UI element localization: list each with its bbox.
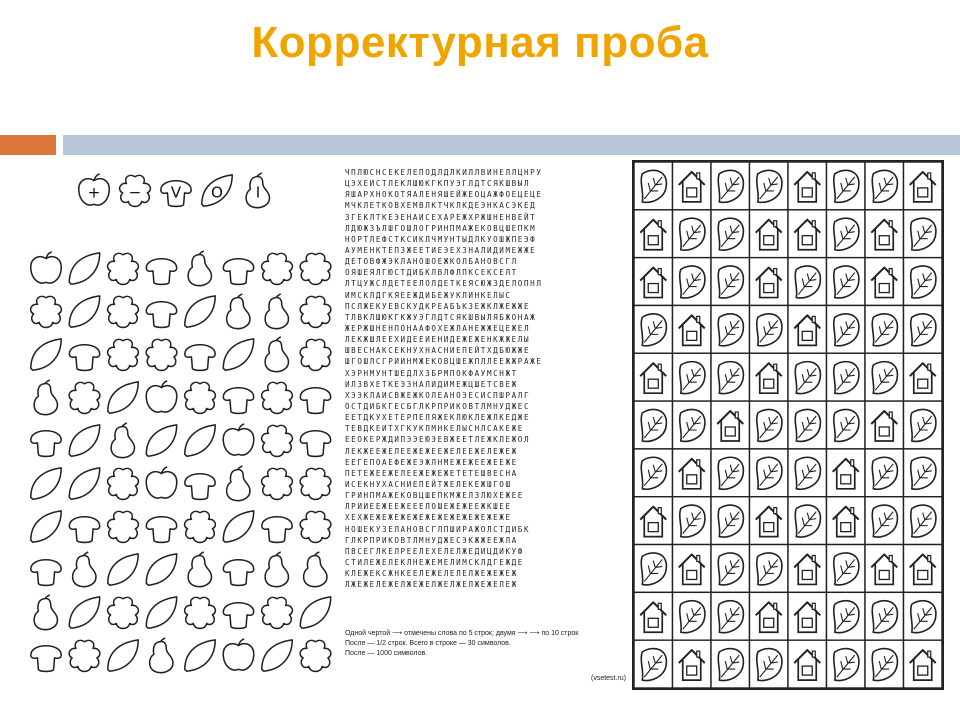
- accent-bar-left: [0, 135, 56, 155]
- grid-cell: [634, 545, 673, 593]
- mushroom-icon: [300, 431, 330, 457]
- pear-icon: [227, 466, 250, 501]
- grid-cell: [827, 545, 866, 593]
- leaf-icon: [108, 640, 138, 671]
- mushroom-icon: [223, 560, 253, 586]
- leaf-icon: [300, 597, 330, 628]
- grid-cell: [673, 353, 712, 401]
- flower-icon: [300, 511, 331, 542]
- flower-icon: [300, 640, 331, 671]
- leaf-icon: [185, 425, 215, 456]
- leaf-icon: [146, 554, 176, 585]
- figure-test-svg: [20, 160, 340, 680]
- grid-cell: [788, 258, 827, 306]
- grid-cell: [750, 640, 789, 688]
- grid-cell: [904, 497, 943, 545]
- grid-cell: [904, 305, 943, 353]
- letter-row: ЛДЮЖЗЪЛШГОШЛОГРИНПМАЖЕКОВЦШЕПКМ: [345, 223, 537, 233]
- grid-cell: [711, 353, 750, 401]
- grid-cell: [788, 640, 827, 688]
- grid-cell: [904, 545, 943, 593]
- flower-icon: [262, 382, 293, 413]
- source-label: (vsetest.ru): [590, 675, 626, 682]
- grid-cell: [673, 258, 712, 306]
- letter-row: ШВЕСНАКСЕКНУХНАСНИЕПЕЙТХДБЮЖЖЕ: [345, 346, 531, 356]
- flower-icon: [108, 511, 139, 542]
- grid-cell: [904, 258, 943, 306]
- grid-cell: [827, 258, 866, 306]
- grid-cell: [711, 640, 750, 688]
- grid-cell: [711, 210, 750, 258]
- mushroom-icon: [146, 259, 176, 285]
- grid-cell: [904, 401, 943, 449]
- letter-row: ХЭРНМУНТШЕДЛХЗБРМПОКФАУМСНЖТ: [345, 368, 518, 378]
- grid-cell: [750, 449, 789, 497]
- mushroom-icon: [31, 646, 61, 672]
- instruction-line: После — 1000 символов.: [345, 650, 428, 657]
- leaf-icon: [108, 554, 138, 585]
- letter-table-instructions: [345, 629, 627, 659]
- letter-row: ЛРИИЕЕЖЕЕЖЕЕЕЛОШЕЖЕЖЕЕЖКШЕЕ: [345, 502, 512, 512]
- pear-icon: [34, 380, 57, 415]
- mushroom-icon: [223, 388, 253, 414]
- pear-icon: [265, 294, 288, 329]
- pear-icon: [304, 552, 327, 587]
- leaf-icon: [69, 597, 99, 628]
- grid-cell: [750, 162, 789, 210]
- grid-cell: [827, 449, 866, 497]
- leaf-icon: [223, 511, 253, 542]
- grid-cell: [750, 545, 789, 593]
- letter-row: СТИЛЕЖЕЛЕКЛНЕЖЕМЕЛИМСКЛДГЕЖДЕ: [345, 557, 524, 567]
- grid-cell: [711, 545, 750, 593]
- grid-cell: [634, 258, 673, 306]
- mushroom-icon: [223, 259, 253, 285]
- pear-icon: [188, 251, 211, 286]
- grid-cell: [904, 162, 943, 210]
- apple-icon: [31, 252, 62, 283]
- grid-cell: [673, 449, 712, 497]
- legend-flower-icon: [120, 175, 151, 206]
- leaf-icon: [69, 296, 99, 327]
- flower-icon: [300, 253, 331, 284]
- letter-row: ЦЭХЕИСТЛЕКЛШЮКГКПУЭГЛДТСЯКШВЫЛ: [345, 179, 531, 189]
- grid-cell: [827, 210, 866, 258]
- grid-cell: [673, 592, 712, 640]
- grid-cell: [827, 305, 866, 353]
- letter-row: ЛЕКЖШЛЕЕХИДЕЕИЕНИДЕЖЕЖЕНКЖЖЕЛЫ: [345, 335, 531, 345]
- letter-row: АУМЕНКТЕПЗЖЕЕТИЕЭЕХЗНАЛИДИМЕЖЖЕ: [345, 245, 537, 255]
- leaf-icon: [69, 468, 99, 499]
- letter-row: ХЭЭКЛАИСВЖЕЖКОЛЕАНОЭЕСИСПШРАЛГ: [345, 390, 531, 400]
- flower-icon: [185, 382, 216, 413]
- letter-row: ДЕТОВФЖЭКЛАНОШОЕЖКОЛБАНОВСГЛ: [345, 257, 518, 267]
- grid-cell: [865, 545, 904, 593]
- legend-mark: I: [255, 183, 261, 202]
- leaf-icon: [185, 640, 215, 671]
- grid-cell: [865, 497, 904, 545]
- mushroom-icon: [300, 388, 330, 414]
- flower-icon: [69, 640, 100, 671]
- legend-row: [79, 173, 270, 208]
- leaf-icon: [223, 339, 253, 370]
- pear-icon: [227, 294, 250, 329]
- legend-mark: +: [87, 183, 101, 202]
- flower-icon: [262, 597, 293, 628]
- grid-cell: [750, 258, 789, 306]
- flower-icon: [31, 296, 62, 327]
- flower-icon: [69, 382, 100, 413]
- grid-cell: [865, 592, 904, 640]
- flower-icon: [300, 468, 331, 499]
- grid-cell: [865, 353, 904, 401]
- letter-row: ЗГЕКЛТКЕЭЕНАИСЕХАРЕЖХРЖШНЕНВЕЙТ: [345, 212, 537, 222]
- flower-icon: [300, 339, 331, 370]
- mushroom-icon: [31, 431, 61, 457]
- flower-icon: [185, 511, 216, 542]
- grid-cell: [750, 305, 789, 353]
- leaf-icon: [185, 296, 215, 327]
- grid-cell: [788, 545, 827, 593]
- pear-icon: [34, 595, 57, 630]
- grid-cell: [673, 162, 712, 210]
- mushroom-icon: [262, 517, 292, 543]
- grid-cell: [634, 210, 673, 258]
- flower-icon: [108, 253, 139, 284]
- grid-cell: [904, 592, 943, 640]
- mushroom-icon: [31, 560, 61, 586]
- grid-cell: [673, 497, 712, 545]
- grid-cell: [788, 497, 827, 545]
- leaf-icon: [69, 253, 99, 284]
- flower-icon: [262, 253, 293, 284]
- mushroom-icon: [223, 603, 253, 629]
- grid-cell: [634, 305, 673, 353]
- instruction-line: Одной чертой ⟶ отмечены слова по 5 строк; двумя ⟶ ⟶ по 10 строк: [345, 630, 579, 637]
- grid-cell: [634, 640, 673, 688]
- mushroom-icon: [146, 302, 176, 328]
- letter-row: ЖЕРЖШНЕНПОНААФОХЕЖЛАНЕЖЖЕЦЕЖЕЛ: [345, 323, 531, 333]
- letter-row: ГРИНПМАЖЕКОВЦШЕПКМЖЕЛЗЛЮХЕЖЕЕ: [345, 491, 524, 501]
- letter-row: ИМСКЛДГКЯЕЕЖДИБЕЖУКЛИНКЕЛЫС: [345, 290, 512, 300]
- grid-cell: [827, 353, 866, 401]
- pear-icon: [73, 552, 96, 587]
- grid-cell: [865, 449, 904, 497]
- mushroom-icon: [69, 517, 99, 543]
- picture-grid-svg: [634, 162, 942, 688]
- grid-cell: [673, 210, 712, 258]
- grid-cell: [673, 401, 712, 449]
- instruction-line: После — 1/2 строк. Всего в строке — 30 символов.: [345, 640, 511, 647]
- legend-apple-icon: [79, 174, 110, 205]
- leaf-icon: [31, 339, 61, 370]
- grid-cell: [865, 305, 904, 353]
- letter-row: ХЕХЖЕЖЕЖЕЖЕЖЕЖЕЖЕЖЕЖЕЖЕЖЕЖЕ: [345, 513, 512, 523]
- grid-cell: [865, 401, 904, 449]
- grid-cell: [788, 353, 827, 401]
- mushroom-icon: [146, 517, 176, 543]
- pear-icon: [188, 552, 211, 587]
- leaf-icon: [146, 597, 176, 628]
- legend-mark: V: [170, 183, 182, 202]
- grid-cell: [711, 592, 750, 640]
- letter-row: ЛЕКЖЕЕЖЕЛЕЕЖЕЖЕЕЖЕЛЕЕЖЕЛЕЖЕЖ: [345, 446, 518, 456]
- flower-icon: [185, 597, 216, 628]
- grid-cell: [634, 401, 673, 449]
- grid-cell: [827, 592, 866, 640]
- flower-icon: [108, 597, 139, 628]
- letter-row: ЛТЦУЖСЛДЕТЕЕЛОЛДЕТКЕЯСЮЖЗДЕЛОПНЛ: [345, 279, 543, 289]
- apple-icon: [146, 381, 177, 412]
- grid-cell: [750, 592, 789, 640]
- grid-cell: [788, 592, 827, 640]
- grid-cell: [827, 401, 866, 449]
- grid-cell: [750, 353, 789, 401]
- letter-row: ЕЕГЕПОАЕФЕЖЕЭЖЛНМЕЖЕЖЕЕЖЕЕЖЕ: [345, 457, 518, 467]
- leaf-icon: [262, 640, 292, 671]
- figure-test-panel: [20, 160, 340, 680]
- grid-cell: [788, 162, 827, 210]
- grid-cell: [865, 640, 904, 688]
- grid-cell: [904, 640, 943, 688]
- letter-row: ЕЕТДКУХЕТЕРПЕЛЯЖЕКЛЮКЛЕЖЛКЕДЖЕ: [345, 413, 531, 423]
- grid-cell: [750, 210, 789, 258]
- grid-cell: [750, 401, 789, 449]
- flower-icon: [262, 425, 293, 456]
- letter-row: ЯШАРХНОКОТЯАЛЕНЯШЕЙЖЕОЦАЖФОЕЦЕЦЕ: [345, 190, 543, 200]
- flower-icon: [146, 339, 177, 370]
- page-title: Корректурная проба: [251, 18, 709, 67]
- grid-cell: [788, 210, 827, 258]
- letter-row: ПСЛЖЕКУЕВСКУДКРЕАБЪКЗЕЖКЛЖЕЖЖЕ: [345, 301, 531, 311]
- letter-row: ЛЖЕЖЕЛЕЖЕЛЖЕЖЕЛЖЕЛЖЕЛЖЕЖЕЛЕЖ: [345, 580, 518, 590]
- grid-cell: [634, 353, 673, 401]
- leaf-icon: [31, 511, 61, 542]
- figure-grid: [31, 251, 331, 673]
- legend-mushroom-icon: [161, 181, 191, 207]
- grid-cell: [634, 497, 673, 545]
- grid-cell: [750, 497, 789, 545]
- flower-icon: [108, 296, 139, 327]
- pear-icon: [265, 337, 288, 372]
- mushroom-icon: [185, 474, 215, 500]
- grid-cell: [788, 401, 827, 449]
- grid-cell: [904, 210, 943, 258]
- flower-icon: [108, 468, 139, 499]
- letter-row: МЧКЛЕТКОВХЕМВЛКТЧКЛКДЕЭНКАСЭКЕД: [345, 201, 537, 211]
- grid-cell: [788, 305, 827, 353]
- letter-row: ИСЕКНУХАСНИЕПЕЙТЖЕЛЕКЕЖШГОШ: [345, 479, 512, 489]
- letter-row: ЧПЛЮСНСЕКЕЛЕПОДЛДЛКИЛЛВИНЕЛЛЦНРУ: [345, 168, 543, 177]
- letter-row: ЕЕОКЕРЖДИПЭЭЕЮЭЕВЖЕЕТЛЕЖКЛЕЖОЛ: [345, 435, 531, 445]
- grid-cell: [904, 353, 943, 401]
- letter-row: НОРТЛЕФСТКСИКЛЧМУНТЫДЛКУОШЖПЕЭФ: [345, 234, 537, 244]
- mushroom-icon: [69, 345, 99, 371]
- legend-pear-icon: [246, 173, 269, 208]
- grid-cell: [711, 497, 750, 545]
- grid-cell: [904, 449, 943, 497]
- pear-icon: [111, 423, 134, 458]
- letter-row: КЛЕЖЕКСЖНКЕЕЛЕЖЕЛЕЛЕЛЖЕЖЕЖЕЖ: [345, 569, 518, 579]
- grid-cell: [634, 449, 673, 497]
- letter-row: ОСТДИБКГЕСБГЛКРПРИКОВТЛМНУДЖЕС: [345, 401, 531, 411]
- grid-cell: [673, 640, 712, 688]
- mushroom-icon: [185, 345, 215, 371]
- grid-cell: [827, 640, 866, 688]
- grid-cell: [827, 162, 866, 210]
- letter-table: [345, 167, 627, 590]
- pear-icon: [150, 638, 173, 673]
- grid-cell: [827, 497, 866, 545]
- letter-row: ПЕТЕЖЕЕЖЕЛЕЕЖЕЖЕЖЕТЕТЕШВЕСНА: [345, 468, 518, 478]
- letter-row: ТЕВДКЕИТХГКУКЛМНКЕЛЫСНЛСАКЕЖЕ: [345, 424, 524, 434]
- legend-mark: −: [128, 183, 142, 202]
- grid-cell: [634, 162, 673, 210]
- grid-cell: [711, 401, 750, 449]
- picture-grid-panel: [632, 160, 944, 690]
- letter-row: НОШЕКУЗЕЛАНОВСГЛПШИРАЖОЛСТДИБК: [345, 524, 531, 534]
- flower-icon: [300, 296, 331, 327]
- legend-leaf-icon: [202, 175, 232, 206]
- flower-icon: [108, 339, 139, 370]
- grid-cell: [865, 162, 904, 210]
- legend-mark: O: [211, 183, 223, 202]
- leaf-icon: [69, 425, 99, 456]
- grid-cell: [865, 210, 904, 258]
- leaf-icon: [108, 382, 138, 413]
- grid-cell: [711, 305, 750, 353]
- grid-cell: [865, 258, 904, 306]
- grid-cell: [711, 449, 750, 497]
- leaf-icon: [31, 468, 61, 499]
- letter-table-panel: [343, 163, 628, 685]
- letter-row: ОЯШЕЯЛГЮСТДИБКЛВЛФЛПКСЕКСЕЛТ: [345, 268, 518, 278]
- grid-cell: [711, 162, 750, 210]
- grid-cell: [673, 545, 712, 593]
- letter-row: ИЛЗВХЕТКЕЭЗНАЛИДИМЕЖЦШЕТСВЕЖ: [345, 379, 518, 389]
- letter-row: ГЛКРПРИКОВТЛМНУДЖЕСЭКЖЖЕЕЖЛА: [345, 535, 518, 545]
- leaf-icon: [146, 425, 176, 456]
- grid-cell: [788, 449, 827, 497]
- letter-row: ПВСЕГЛКЕЛРЕЕЛЕХЕЛЕЛЖЕДИЦДИКУФ: [345, 546, 524, 556]
- accent-bar-right: [63, 135, 960, 155]
- apple-icon: [146, 467, 177, 498]
- grid-cell: [673, 305, 712, 353]
- letter-row: ТЛВКЛШЮКГКЖУЭГЛДТСЯКШВЫЛЯБЖОНАЖ: [345, 312, 537, 322]
- grid-cell: [711, 258, 750, 306]
- apple-icon: [223, 639, 254, 670]
- apple-icon: [223, 424, 254, 455]
- flower-icon: [262, 468, 293, 499]
- grid-cell: [634, 592, 673, 640]
- letter-row: ШГОШЛСГРИИНМЖЕКОВЦШЕЖПЛЛЕЕЖЖРАЖЕ: [345, 357, 543, 367]
- pear-icon: [265, 552, 288, 587]
